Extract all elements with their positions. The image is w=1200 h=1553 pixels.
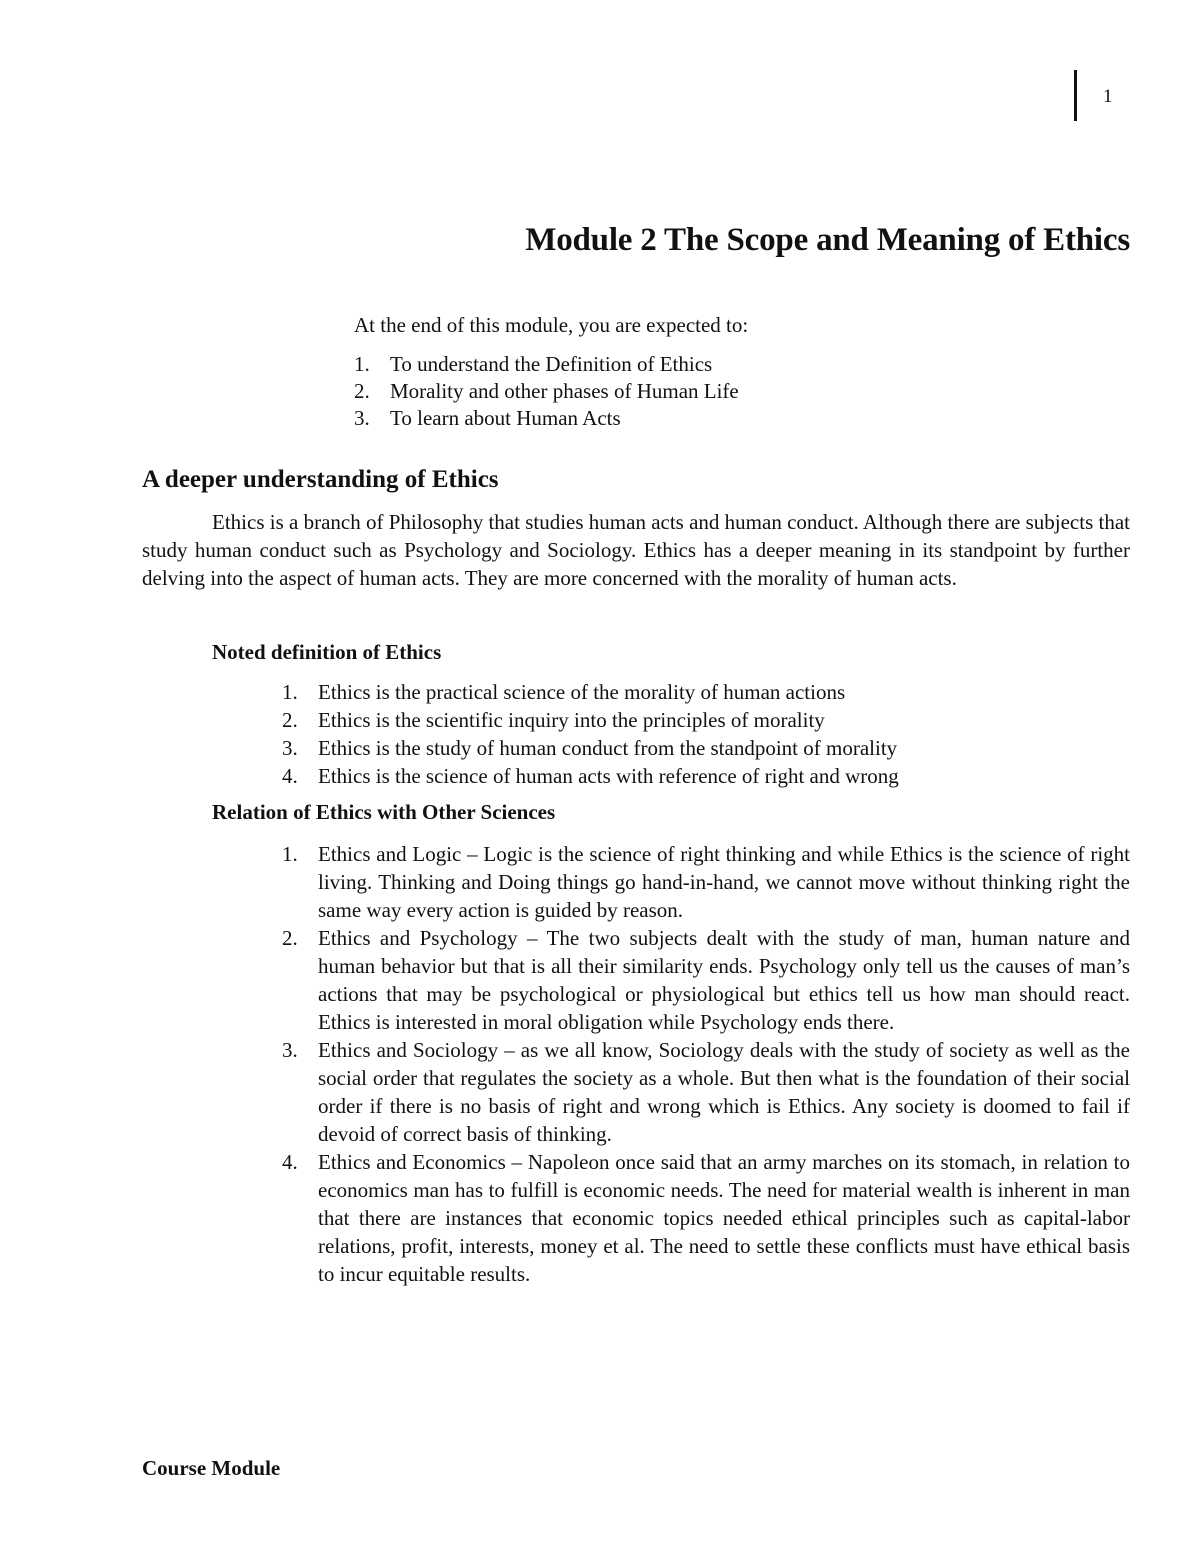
relation-item <box>282 840 1130 924</box>
definition-text: Ethics is the science of human acts with reference of right and wrong <box>318 764 899 788</box>
list-number: 1. <box>354 352 370 376</box>
objectives-intro: At the end of this module, you are expected to: <box>354 313 749 337</box>
relation-item <box>282 924 1130 1036</box>
objective-text: Morality and other phases of Human Life <box>390 379 739 403</box>
definition-text: Ethics is the study of human conduct from the standpoint of morality <box>318 736 898 760</box>
section-heading: A deeper understanding of Ethics <box>142 466 499 493</box>
objective-item <box>354 378 739 405</box>
page-number: 1 <box>1103 86 1113 107</box>
list-number: 3. <box>282 1038 298 1062</box>
objective-text: To understand the Definition of Ethics <box>390 352 713 376</box>
list-number: 1. <box>282 680 298 704</box>
relation-text: Ethics and Psychology – The two subjects dealt with the study of man, human nature and human behavior but that is all their similarity ends. Psychology only tell us the causes of man’s actions that may be psychological or physiological but ethics tell us how man should react. Ethics is interested in moral obligation while Psychology ends there. <box>318 926 1130 1034</box>
definition-item <box>282 762 1130 790</box>
objective-text: To learn about Human Acts <box>390 406 621 430</box>
definition-item <box>282 706 1130 734</box>
relation-text: Ethics and Sociology – as we all know, Sociology deals with the study of society as well as the social order that regulates the society as a whole. But then what is the foundation of their social order if there is no basis of right and wrong which is Ethics. Any society is doomed to fail if devoid of correct basis of thinking. <box>318 1038 1130 1146</box>
definitions-list <box>282 678 1130 790</box>
module-title: Module 2 The Scope and Meaning of Ethics <box>525 222 1130 258</box>
list-number: 3. <box>354 406 370 430</box>
list-number: 3. <box>282 736 298 760</box>
objective-item <box>354 351 739 378</box>
header-rule <box>1074 70 1077 121</box>
list-number: 2. <box>282 708 298 732</box>
relations-heading: Relation of Ethics with Other Sciences <box>212 800 556 824</box>
list-number: 2. <box>354 379 370 403</box>
list-number: 2. <box>282 926 298 950</box>
definition-item <box>282 734 1130 762</box>
objective-item <box>354 405 739 432</box>
footer-course-module: Course Module <box>142 1456 281 1480</box>
definition-item <box>282 678 1130 706</box>
relation-text: Ethics and Economics – Napoleon once said that an army marches on its stomach, in relation to economics man has to fulfill is economic needs. The need for material wealth is inherent in man that there are instances that economic topics needed ethical principles such as capital-labor relations, profit, interests, money et al. The need to settle these conflicts must have ethical basis to incur equitable results. <box>318 1150 1130 1286</box>
relation-text: Ethics and Logic – Logic is the science of right thinking and while Ethics is the science of right living. Thinking and Doing things go hand-in-hand, we cannot move without thinking right the same way every action is guided by reason. <box>318 842 1130 922</box>
list-number: 4. <box>282 764 298 788</box>
objectives-list <box>354 351 739 432</box>
relations-list <box>282 840 1130 1288</box>
section-paragraph: Ethics is a branch of Philosophy that studies human acts and human conduct. Although there are subjects that study human conduct such as Psychology and Sociology. Ethics has a deeper meaning in its standpoint by further delving into the aspect of human acts. They are more concerned with the morality of human acts. <box>142 510 1130 590</box>
definition-text: Ethics is the practical science of the morality of human actions <box>318 680 846 704</box>
list-number: 1. <box>282 842 298 866</box>
definition-text: Ethics is the scientific inquiry into the principles of morality <box>318 708 825 732</box>
definitions-heading: Noted definition of Ethics <box>212 640 442 664</box>
list-number: 4. <box>282 1150 298 1174</box>
relation-item <box>282 1148 1130 1288</box>
relation-item <box>282 1036 1130 1148</box>
